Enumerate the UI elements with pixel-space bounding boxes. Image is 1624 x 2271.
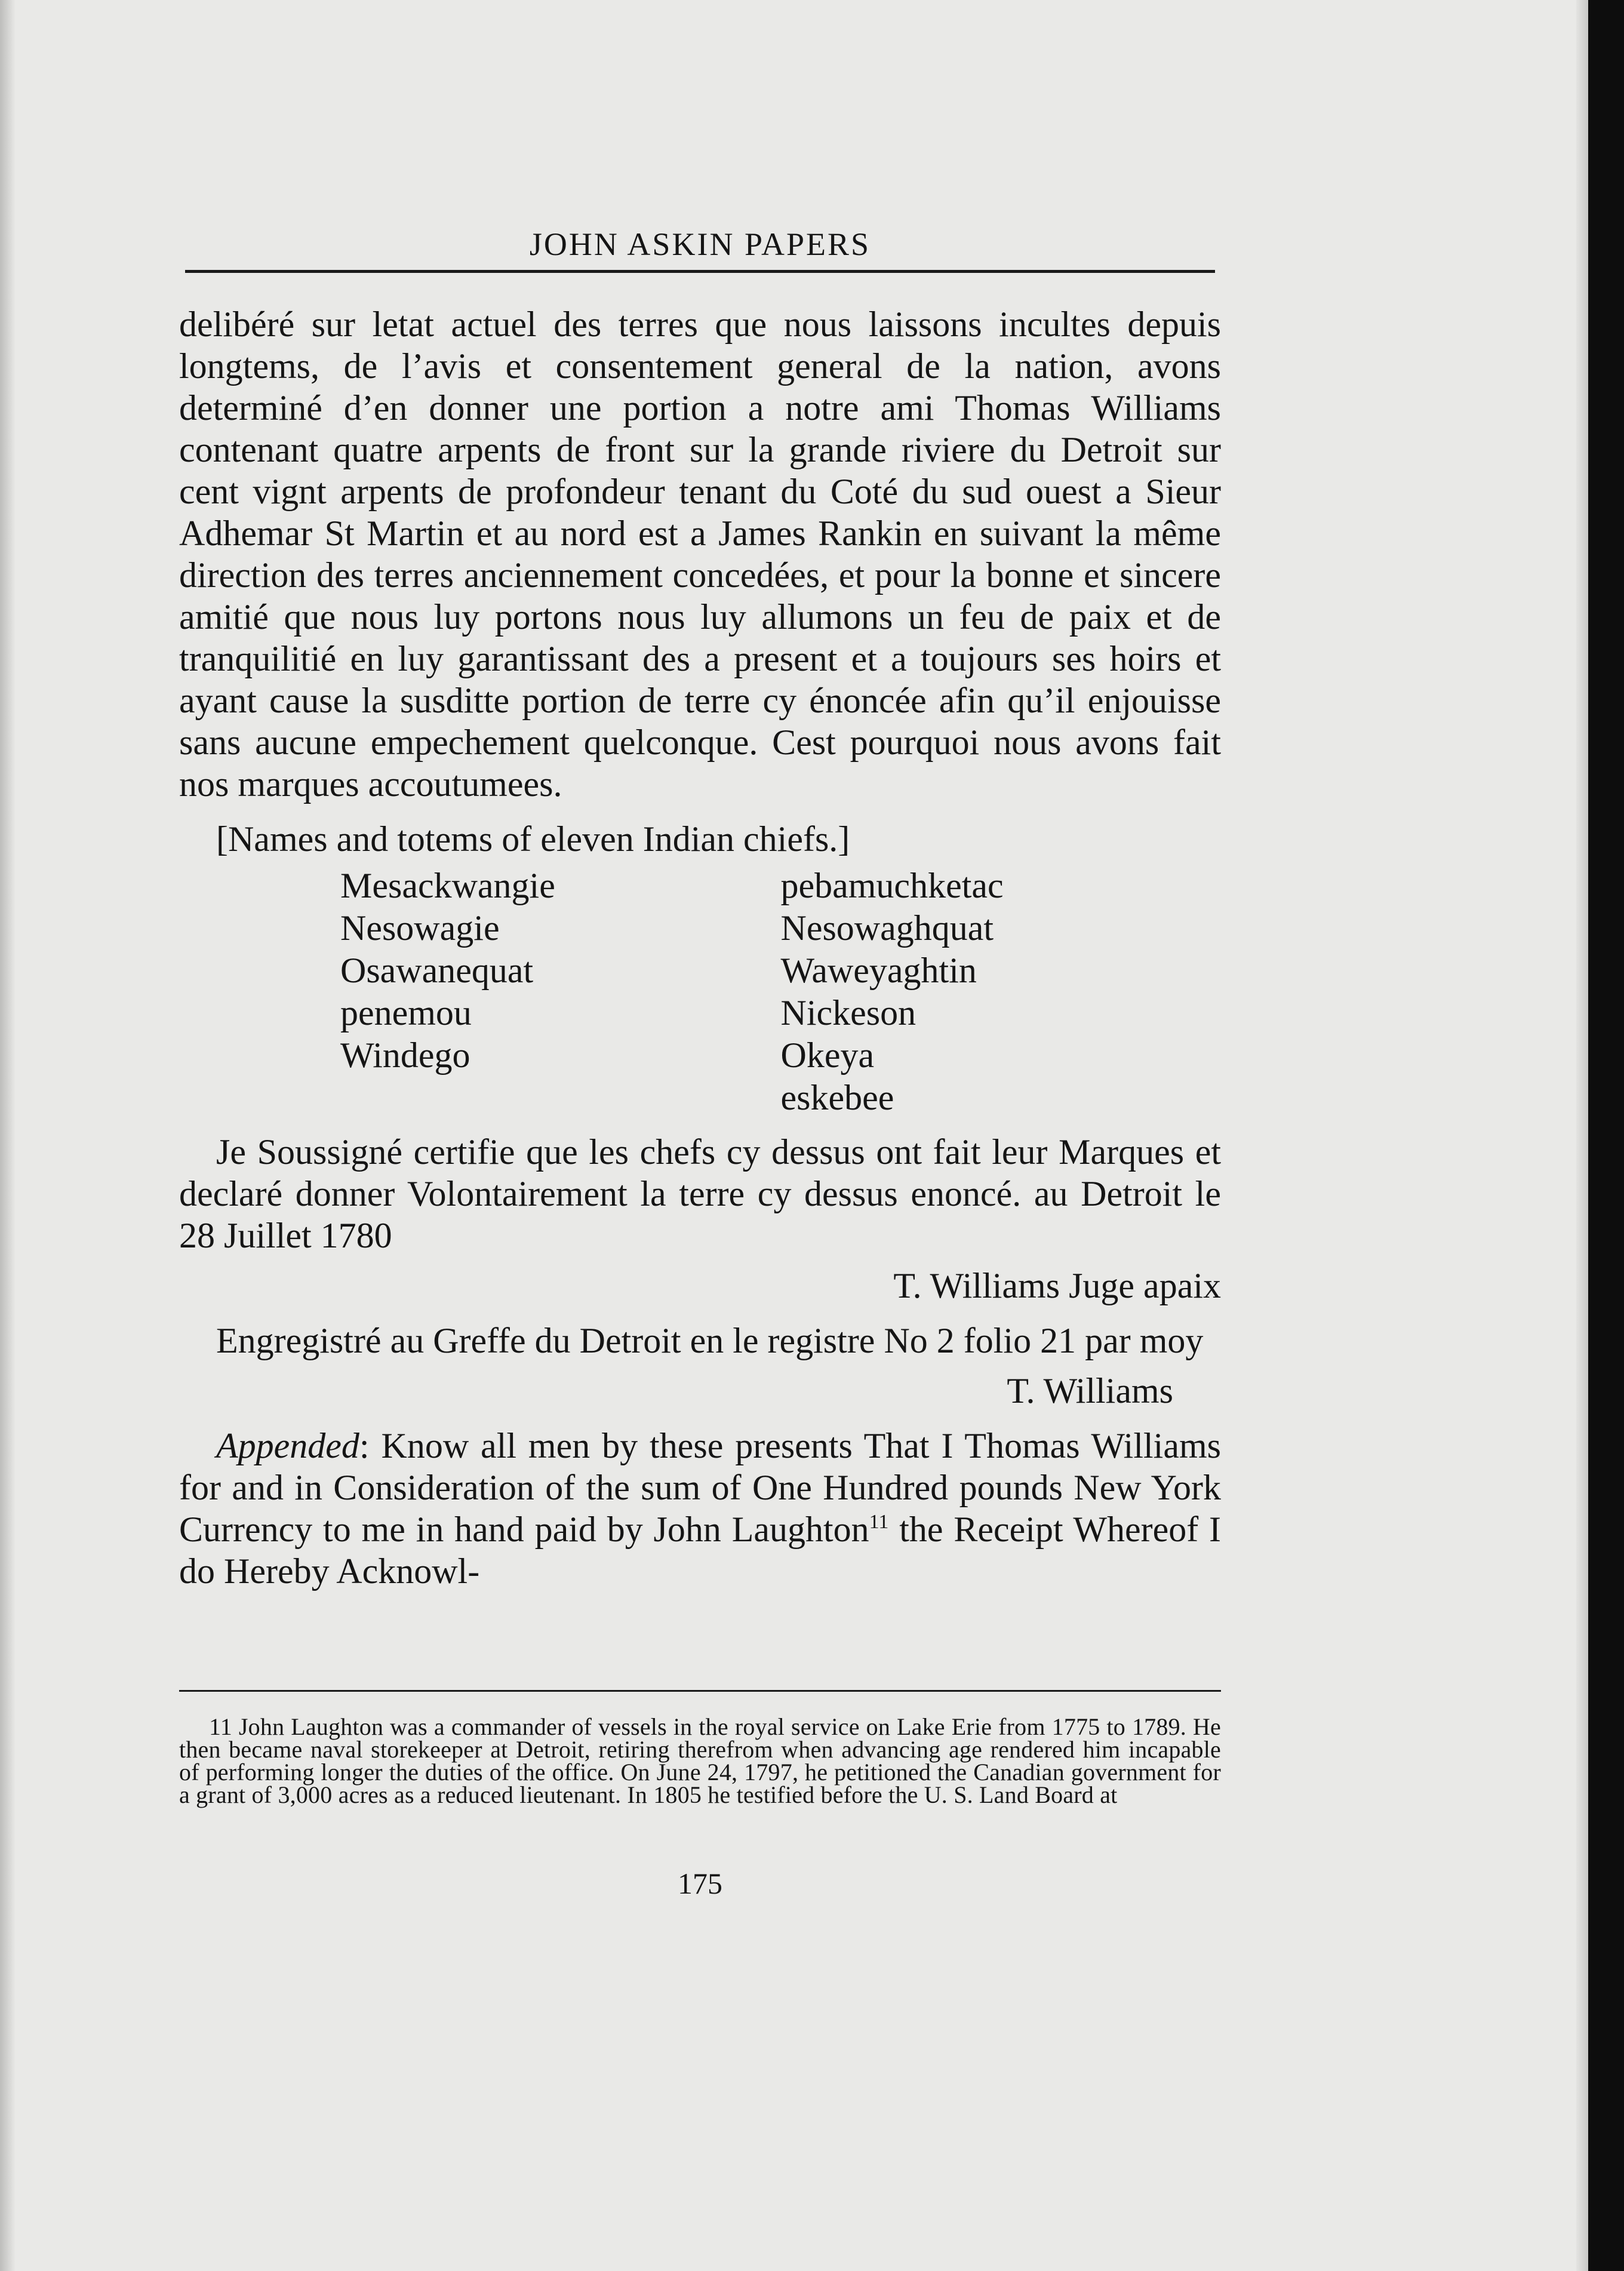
names-column-left bbox=[340, 865, 781, 1119]
chief-names-list bbox=[340, 865, 1221, 1119]
chief-name: Mesackwangie bbox=[340, 866, 555, 905]
page-gutter-shadow bbox=[0, 0, 16, 2271]
appended-text-start: : Know all men by these presents That I Thomas Williams for and in Consideration of the sum of One Hundred pounds New York Currency to me in hand paid by John Laughton bbox=[179, 1426, 1221, 1549]
appended-label: Appended bbox=[216, 1426, 359, 1465]
paragraph-certification: Je Soussigné certifie que les chefs cy dessus ont fait leur Marques et declaré donner Volontairement la terre cy dessus enoncé. au Detroit le 28 Juillet 1780 bbox=[179, 1132, 1221, 1255]
running-head: JOHN ASKIN PAPERS bbox=[529, 226, 871, 262]
footnote-rule bbox=[179, 1690, 1221, 1692]
names-column-right bbox=[781, 865, 1222, 1119]
names-note: [Names and totems of eleven Indian chiefs.] bbox=[216, 819, 850, 859]
chief-name: Okeya bbox=[780, 1035, 875, 1075]
header-rule bbox=[185, 270, 1215, 273]
paragraph-deed-text: delibéré sur letat actuel des terres que nous laissons incultes depuis longtems, de l’avis et consentement general de la nation, avons determiné d’en donner une portion a notre ami Thomas Williams contenant quatre arpents de front sur la grande riviere du Detroit sur cent vignt arpents de profondeur tenant du Coté du sud ouest a Sieur Adhemar St Martin et au nord est a James Rankin en suivant la même direction des terres anciennement concedées, et pour la bonne et sincere amitié que nous luy portons nous luy allumons un feu de paix et de tranquilitié en luy garantissant des a present et a toujours ses hoirs et ayant cause la susditte portion de terre cy énoncée afin qu’il enjouisse sans aucune empechement quelconque. Cest pourquoi nous avons fait nos marques accoutumees. bbox=[179, 305, 1221, 804]
chief-name: Nesowaghquat bbox=[780, 908, 994, 948]
chief-name: pebamuchketac bbox=[780, 866, 1004, 905]
paragraph-registration: Engregistré au Greffe du Detroit en le registre No 2 folio 21 par moy bbox=[216, 1321, 1204, 1360]
page-number: 175 bbox=[678, 1867, 722, 1900]
signature-juge: T. Williams Juge apaix bbox=[893, 1266, 1221, 1305]
body-text bbox=[179, 303, 1221, 1592]
signature-williams: T. Williams bbox=[1007, 1371, 1173, 1410]
chief-name: eskebee bbox=[780, 1078, 894, 1117]
footnote-text: John Laughton was a commander of vessels in the royal service on Lake Erie from 1775 to 1789. He then became naval storekeeper at Detroit, retiring therefrom when advancing age rendered him incapable of performing longer the duties of the office. On June 24, 1797, he petitioned the Canadian government for a grant of 3,000 acres as a reduced lieutenant. In 1805 he testified before the U. S. Land Board at bbox=[179, 1713, 1221, 1808]
chief-name: Waweyaghtin bbox=[780, 951, 977, 990]
chief-name: Osawanequat bbox=[340, 951, 534, 990]
footnote-reference: 11 bbox=[869, 1511, 889, 1533]
chief-name: Windego bbox=[340, 1035, 470, 1075]
chief-name: Nesowagie bbox=[340, 908, 500, 948]
chief-name: Nickeson bbox=[780, 993, 916, 1032]
chief-name: penemou bbox=[340, 993, 472, 1032]
footnote-number: 11 bbox=[209, 1713, 232, 1740]
appended-text-end: the Receipt Whereof I do Hereby Acknowl- bbox=[179, 1510, 1221, 1591]
page-edge bbox=[1576, 0, 1588, 2271]
paragraph-appended bbox=[179, 1425, 1221, 1592]
footnote bbox=[179, 1713, 1221, 1808]
